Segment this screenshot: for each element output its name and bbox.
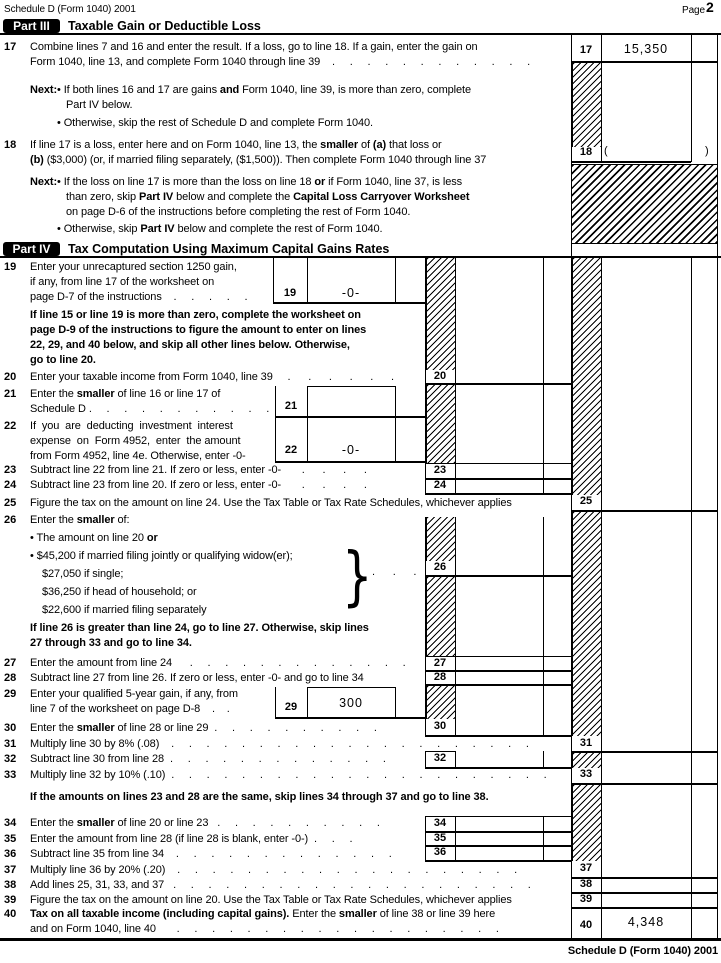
line39-text: Figure the tax on the amount on line 20. Use the Tax Table or Tax Rate Schedules, whichever applies bbox=[30, 894, 512, 906]
line30-number: 30 bbox=[4, 722, 17, 734]
box29-top-rule bbox=[307, 687, 395, 688]
form-id-header: Schedule D (Form 1040) 2001 bbox=[4, 4, 136, 15]
line37-text: Multiply line 36 by 20% (.20) . . . . . . . . . . . . . . . . . . . . bbox=[30, 864, 518, 876]
line25-text: Figure the tax on the amount on line 24. Use the Tax Table or Tax Rate Schedules, whichever applies bbox=[30, 497, 512, 509]
line26-box-number: 26 bbox=[433, 561, 447, 573]
line40-text-1: Tax on all taxable income (including capital gains). Enter the smaller of line 38 or line 39 here bbox=[30, 908, 496, 920]
grid-vline-p3-cents bbox=[691, 33, 692, 162]
hatch-inner-4 bbox=[426, 577, 456, 656]
line22-text-3: from Form 4952, line 4e. Otherwise, enter -0- bbox=[30, 450, 246, 462]
note19-line1: If line 15 or line 19 is more than zero, complete the worksheet on bbox=[30, 309, 361, 321]
box22-bottom-rule bbox=[275, 461, 425, 463]
line25-number: 25 bbox=[4, 497, 17, 509]
line22-box-number: 22 bbox=[284, 444, 298, 456]
line27-box-number: 27 bbox=[433, 657, 447, 669]
line21-box-number: 21 bbox=[284, 400, 298, 412]
next17-bullet1-line2: Part IV below. bbox=[66, 99, 133, 111]
line17-number: 17 bbox=[4, 41, 17, 53]
line28-text: Subtract line 27 from line 26. If zero or less, enter -0- and go to line 34 bbox=[30, 672, 364, 684]
next17-label: Next: bbox=[30, 84, 58, 96]
line38-box-number: 38 bbox=[579, 878, 593, 890]
line19-text-3: page D-7 of the instructions . . . . . bbox=[30, 291, 248, 303]
part-iv-bar bbox=[0, 242, 721, 258]
line18-paren-close: ) bbox=[705, 145, 709, 157]
line18-box-number: 18 bbox=[579, 146, 593, 158]
line27-number: 27 bbox=[4, 657, 17, 669]
line38-text: Add lines 25, 31, 33, and 37 . . . . . . . . . . . . . . . . . . . . . bbox=[30, 879, 531, 891]
line19-box-number: 19 bbox=[283, 287, 297, 299]
inner-numdiv-c bbox=[455, 751, 456, 767]
line28-box-number: 28 bbox=[433, 671, 447, 683]
line30-bottom-rule bbox=[425, 735, 571, 737]
next18-bullet1-line1: • If the loss on line 17 is more than the loss on line 18 or if Form 1040, line 37, is less bbox=[57, 176, 463, 188]
line36-box-number: 36 bbox=[433, 846, 447, 858]
line24-bottom-rule bbox=[425, 493, 571, 495]
page-bottom-rule bbox=[0, 938, 721, 941]
line22-number: 22 bbox=[4, 420, 17, 432]
line23-box-number: 23 bbox=[433, 464, 447, 476]
line30-box-number: 30 bbox=[433, 720, 447, 732]
hatch-inner-3 bbox=[426, 517, 456, 561]
line22-text-1: If you are deducting investment interest bbox=[30, 420, 233, 432]
line40-number: 40 bbox=[4, 908, 17, 920]
inner-cents-b bbox=[543, 517, 544, 735]
line18-number: 18 bbox=[4, 139, 17, 151]
next18-label: Next: bbox=[30, 176, 58, 188]
part-iv-title: Tax Computation Using Maximum Capital Gains Rates bbox=[68, 242, 390, 256]
line18-text-2: (b) ($3,000) (or, if married filing separately, ($1,500)). Then complete Form 1040 through line 37 bbox=[30, 154, 487, 166]
line40-text-2: and on Form 1040, line 40 . . . . . . . . . . . . . . . . . . . bbox=[30, 923, 499, 935]
line39-number: 39 bbox=[4, 894, 17, 906]
line17-text-1: Combine lines 7 and 16 and enter the result. If a loss, go to line 18. If a gain, enter the gain on bbox=[30, 41, 478, 53]
box29-bottom-rule bbox=[275, 717, 425, 719]
next17-bullet2: • Otherwise, skip the rest of Schedule D and complete Form 1040. bbox=[57, 117, 373, 129]
line29-text-1: Enter your qualified 5-year gain, if any, from bbox=[30, 688, 238, 700]
line32-text: Subtract line 30 from line 28 . . . . . . . . . . . . . bbox=[30, 753, 386, 765]
line18-text-1: If line 17 is a loss, enter here and on Form 1040, line 13, the smaller of (a) that loss or bbox=[30, 139, 442, 151]
line29-amount-value[interactable]: 300 bbox=[339, 696, 363, 710]
line20-text: Enter your taxable income from Form 1040, line 39 . . . . . . bbox=[30, 371, 394, 383]
hatch-outer-3 bbox=[572, 753, 602, 768]
line26-number: 26 bbox=[4, 514, 17, 526]
line36-number: 36 bbox=[4, 848, 17, 860]
line24-text: Subtract line 23 from line 20. If zero or less, enter -0- . . . . bbox=[30, 479, 367, 491]
box19-bottom-rule bbox=[273, 302, 425, 304]
next18-bullet1-line3: on page D-6 of the instructions before completing the rest of Form 1040. bbox=[66, 206, 411, 218]
line34-number: 34 bbox=[4, 817, 17, 829]
line17-box-number: 17 bbox=[579, 44, 593, 56]
inner-cents-c bbox=[543, 751, 544, 767]
line31-box-number: 31 bbox=[579, 737, 593, 749]
inner-cents-d bbox=[543, 816, 544, 860]
part-iii-bar bbox=[0, 19, 721, 35]
line19-text-1: Enter your unrecaptured section 1250 gain, bbox=[30, 261, 237, 273]
note33: If the amounts on lines 23 and 28 are the same, skip lines 34 through 37 and go to line 38. bbox=[30, 791, 489, 803]
next18-bullet2: • Otherwise, skip Part IV below and complete the rest of Form 1040. bbox=[57, 223, 383, 235]
line35-text: Enter the amount from line 28 (if line 28 is blank, enter -0-) . . . bbox=[30, 833, 353, 845]
hatch-inner-1 bbox=[426, 258, 456, 370]
box21-cents-divider bbox=[395, 386, 396, 461]
line26-bullet2-line2: $27,050 if single; bbox=[42, 568, 124, 580]
line25-box-number: 25 bbox=[579, 495, 593, 507]
line20-number: 20 bbox=[4, 371, 17, 383]
line40-amount-value[interactable]: 4,348 bbox=[627, 915, 665, 929]
line30-text: Enter the smaller of line 28 or line 29 . . . . . . . . . . bbox=[30, 722, 377, 734]
note26-line2: 27 through 33 and go to line 34. bbox=[30, 637, 192, 649]
brace-glyph: } bbox=[342, 540, 373, 614]
line35-number: 35 bbox=[4, 833, 17, 845]
line18-bottom-rule bbox=[571, 161, 691, 163]
line26-dots: . . . bbox=[372, 566, 417, 578]
line39-bottom-rule bbox=[571, 907, 717, 909]
line29-text-2: line 7 of the worksheet on page D-8 . . bbox=[30, 703, 230, 715]
line32-box-number: 32 bbox=[433, 752, 447, 764]
line18-paren-open[interactable]: ( bbox=[604, 145, 608, 157]
box19-cents-divider bbox=[395, 258, 396, 303]
line35-box-number: 35 bbox=[433, 832, 447, 844]
line19-number: 19 bbox=[4, 261, 17, 273]
line39-box-number: 39 bbox=[579, 893, 593, 905]
line34-box-number: 34 bbox=[433, 817, 447, 829]
line31-text: Multiply line 30 by 8% (.08) . . . . . . . . . . . . . . . . . . . . . bbox=[30, 738, 529, 750]
page-label: Page bbox=[682, 5, 705, 16]
hatch-outer-2 bbox=[572, 512, 602, 736]
line26-bullet2-line3: $36,250 if head of household; or bbox=[42, 586, 197, 598]
line23-text: Subtract line 22 from line 21. If zero or less, enter -0- . . . . bbox=[30, 464, 367, 476]
line19-amount-value[interactable]: -0- bbox=[341, 286, 361, 300]
line40-box-number: 40 bbox=[579, 919, 593, 931]
hatch-outer-1 bbox=[572, 258, 602, 495]
line19-text-2: if any, from line 17 of the worksheet on bbox=[30, 276, 215, 288]
part-iv-label: Part IV bbox=[3, 242, 60, 256]
line33-text: Multiply line 32 by 10% (.10) . . . . . . . . . . . . . . . . . . . . . . bbox=[30, 769, 547, 781]
box21-top-rule bbox=[307, 386, 395, 387]
hatch-p3-numcol bbox=[572, 63, 602, 147]
part-iii-title: Taxable Gain or Deductible Loss bbox=[68, 19, 261, 33]
line24-number: 24 bbox=[4, 479, 17, 491]
line20-box-number: 20 bbox=[433, 370, 447, 382]
box21-bottom-rule bbox=[275, 416, 425, 418]
line29-number: 29 bbox=[4, 688, 17, 700]
line34-text: Enter the smaller of line 20 or line 23 . . . . . . . . . . bbox=[30, 817, 380, 829]
line27-text: Enter the amount from line 24 . . . . . . . . . . . . . bbox=[30, 657, 406, 669]
line28-number: 28 bbox=[4, 672, 17, 684]
footer-form-id: Schedule D (Form 1040) 2001 bbox=[567, 945, 718, 957]
next18-bullet1-line2: than zero, skip Part IV below and complete the Capital Loss Carryover Worksheet bbox=[66, 191, 470, 203]
line32-number: 32 bbox=[4, 753, 17, 765]
line22-amount-value[interactable]: -0- bbox=[341, 443, 361, 457]
line23-number: 23 bbox=[4, 464, 17, 476]
line26-text: Enter the smaller of: bbox=[30, 514, 130, 526]
hatch-inner-2 bbox=[426, 385, 456, 463]
inner-numdiv-d bbox=[455, 816, 456, 860]
line37-box-number: 37 bbox=[579, 862, 593, 874]
line26-bullet1: • The amount on line 20 or bbox=[30, 532, 158, 544]
line17-amount-value[interactable]: 15,350 bbox=[623, 42, 669, 56]
next17-bullet1-line1: • If both lines 16 and 17 are gains and Form 1040, line 39, is more than zero, complete bbox=[57, 84, 472, 96]
note19-line3: 22, 29, and 40 below, and skip all other lines below. Otherwise, bbox=[30, 339, 350, 351]
inner-cents-a bbox=[543, 258, 544, 493]
part-iii-label: Part III bbox=[3, 19, 60, 33]
line22-text-2: expense on Form 4952, enter the amount bbox=[30, 435, 241, 447]
page-number: 2 bbox=[706, 0, 714, 15]
line24-box-number: 24 bbox=[433, 479, 447, 491]
line31-number: 31 bbox=[4, 738, 17, 750]
line37-number: 37 bbox=[4, 864, 17, 876]
hatch-inner-5 bbox=[426, 686, 456, 719]
line32-bottom-rule bbox=[425, 767, 571, 769]
line21-text-2: Schedule D . . . . . . . . . . . bbox=[30, 403, 270, 415]
hatch-outer-4 bbox=[572, 785, 602, 861]
note26-line1: If line 26 is greater than line 24, go to line 27. Otherwise, skip lines bbox=[30, 622, 369, 634]
line21-text-1: Enter the smaller of line 16 or line 17 of bbox=[30, 388, 221, 400]
outer-cents bbox=[691, 258, 692, 941]
line17-text-2: Form 1040, line 13, and complete Form 1040 through line 39 . . . . . . . . . . . . bbox=[30, 56, 531, 68]
note19-line2: page D-9 of the instructions to figure the amount to enter on lines bbox=[30, 324, 367, 336]
hatch-p3-block bbox=[571, 164, 718, 244]
line33-number: 33 bbox=[4, 769, 17, 781]
line33-box-number: 33 bbox=[579, 768, 593, 780]
line36-bottom-rule bbox=[425, 860, 571, 862]
line36-text: Subtract line 35 from line 34 . . . . . . . . . . . . . bbox=[30, 848, 392, 860]
line21-number: 21 bbox=[4, 388, 17, 400]
box29-cents-divider bbox=[395, 687, 396, 717]
line26-bullet2-line1: • $45,200 if married filing jointly or qualifying widow(er); bbox=[30, 550, 293, 562]
line26-bullet2-line4: $22,600 if married filing separately bbox=[42, 604, 207, 616]
line29-box-number: 29 bbox=[284, 701, 298, 713]
line38-number: 38 bbox=[4, 879, 17, 891]
note19-line4: go to line 20. bbox=[30, 354, 96, 366]
